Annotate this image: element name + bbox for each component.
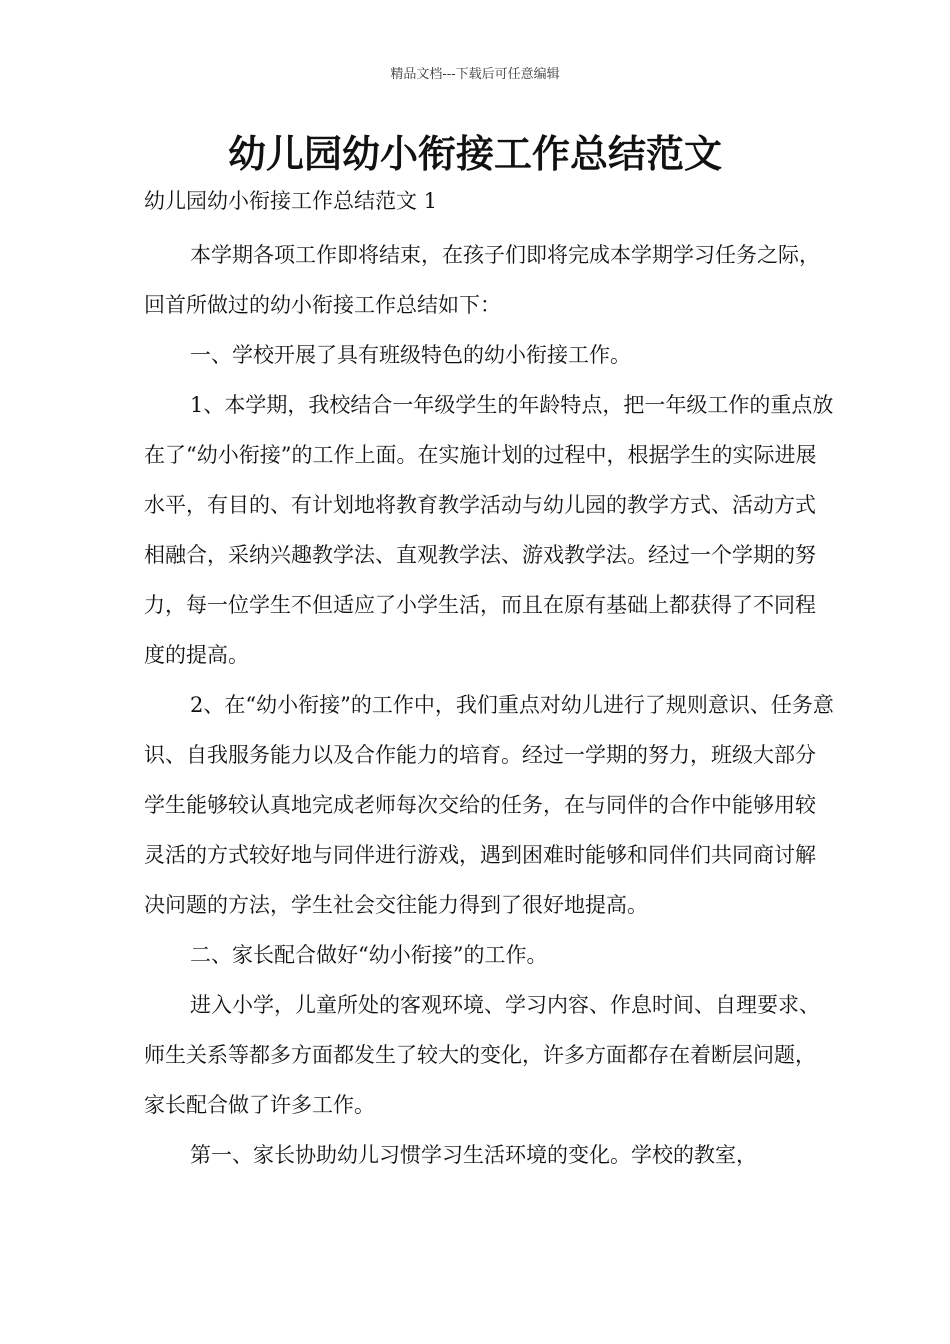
paragraph-point-2: 2、在“幼小衔接”的工作中，我们重点对幼儿进行了规则意识、任务意识、自我服务能力以及合作能力的培育。经过一学期的努力，班级大部分学生能够较认真地完成老师每次交给的任务，在与同伴的合作中能够用较灵活的方式较好地与同伴进行游戏，遇到困难时能够和同伴们共同商讨解决问题的方法，学生社会交往能力得到了很好地提高。	[144, 693, 834, 917]
document-title: 幼儿园幼小衔接工作总结范文	[227, 132, 722, 176]
document-subtitle: 幼儿园幼小衔接工作总结范文 1	[144, 189, 438, 213]
paragraph-intro: 本学期各项工作即将结束，在孩子们即将完成本学期学习任务之际，回首所做过的幼小衔接工作总结如下：	[144, 243, 820, 317]
paragraph-heading-2: 二、家长配合做好“幼小衔接”的工作。	[190, 943, 548, 967]
paragraph-point-1: 1、本学期，我校结合一年级学生的年龄特点，把一年级工作的重点放在了“幼小衔接”的工作上面。在实施计划的过程中，根据学生的实际进展水平，有目的、有计划地将教育教学活动与幼儿园的教学方式、活动方式相融合，采纳兴趣教学法、直观教学法、游戏教学法。经过一个学期的努力，每一位学生不但适应了小学生活，而且在原有基础上都获得了不同程度的提高。	[144, 393, 834, 667]
document-body	[144, 230, 834, 1180]
paragraph-first: 第一、家长协助幼儿习惯学习生活环境的变化。学校的教室，	[190, 1143, 757, 1167]
paragraph-heading-1: 一、学校开展了具有班级特色的幼小衔接工作。	[190, 343, 631, 367]
page-header: 精品文档---下载后可任意编辑	[390, 67, 560, 82]
paragraph-parents: 进入小学，儿童所处的客观环境、学习内容、作息时间、自理要求、师生关系等都多方面都发生了较大的变化，许多方面都存在着断层问题，家长配合做了许多工作。	[144, 993, 820, 1117]
